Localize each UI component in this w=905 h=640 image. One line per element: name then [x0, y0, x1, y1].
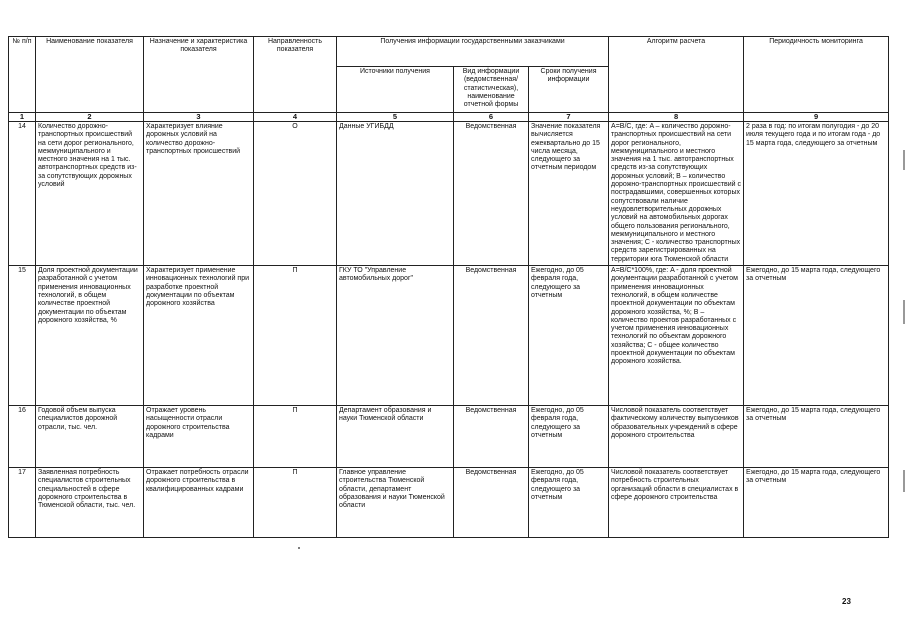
row-name: Количество дорожно-транспортных происшествий на сети дорог регионального, межмуниципального и местного значения на 1 тыс. автотранспортных средств из-за сопутствующих дорожных условий	[36, 122, 144, 266]
column-number: 1	[9, 113, 36, 122]
column-number: 9	[744, 113, 889, 122]
row-info-type: Ведомственная	[454, 468, 529, 538]
header-periodicity: Периодичность мониторинга	[744, 37, 889, 113]
header-info-type: Вид информации (ведомственная/ статистическая), наименование отчетной формы	[454, 67, 529, 113]
row-algorithm: A=B/C*100%, где: A - доля проектной документации разработанной с учетом применения инновационных технологий, в общем количестве проектной документации по объектам дорожного хозяйства, %; B – количество проектов разработанных с учетом применения инновационных технологий по объектам дорожного хозяйства; C - общее количество проектной документации по объектам дорожного хозяйства.	[609, 266, 744, 406]
header-direction: Направленность показателя	[254, 37, 337, 113]
row-purpose: Отражает уровень насыщенности отрасли дорожного строительства кадрами	[144, 406, 254, 468]
table-row	[9, 122, 889, 266]
table-row	[9, 406, 889, 468]
row-algorithm: Числовой показатель соответствует фактическому количеству выпускников образовательных учреждений в сфере дорожного строительства	[609, 406, 744, 468]
row-periodicity: Ежегодно, до 15 марта года, следующего за отчетным	[744, 266, 889, 406]
row-algorithm: A=B/C, где: A – количество дорожно-транспортных происшествий на сети дорог регионального, межмуниципального и местного значения на 1 тыс. автотранспортных средств из-за сопутствующих дорожных условий; B – количество дорожно-транспортных происшествий с пострадавшими, совершенных которых сопутствовали наличие неудовлетворительных дорожных условий на автомобильных дорогах общего пользования регионального, межмуниципального и местного значения; C - количество транспортных средств зарегистрированных на территории юга Тюменской области	[609, 122, 744, 266]
row-direction: П	[254, 406, 337, 468]
column-number: 4	[254, 113, 337, 122]
column-number: 6	[454, 113, 529, 122]
column-number: 2	[36, 113, 144, 122]
row-timing: Ежегодно, до 05 февраля года, следующего за отчетным	[529, 468, 609, 538]
row-purpose: Характеризует влияние дорожных условий на количество дорожно-транспортных происшествий	[144, 122, 254, 266]
row-timing: Значение показателя вычисляется ежеквартально до 15 числа месяца, следующего за отчетным периодом	[529, 122, 609, 266]
header-name: Наименование показателя	[36, 37, 144, 113]
row-direction: П	[254, 468, 337, 538]
row-periodicity: Ежегодно, до 15 марта года, следующего за отчетным	[744, 468, 889, 538]
row-direction: П	[254, 266, 337, 406]
table-row	[9, 266, 889, 406]
column-numbers-row	[9, 113, 889, 122]
row-purpose: Характеризует применение инновационных технологий при разработке проектной документации по объектам дорожного хозяйства	[144, 266, 254, 406]
row-name: Доля проектной документации разработанной с учетом применения инновационных технологий, в общем количестве проектной документации по объектам дорожного хозяйства, %	[36, 266, 144, 406]
row-source: Данные УГИБДД	[337, 122, 454, 266]
scan-speck	[298, 547, 300, 549]
row-timing: Ежегодно, до 05 февраля года, следующего за отчетным	[529, 406, 609, 468]
row-name: Заявленная потребность специалистов строительных специальностей в сфере дорожного строительства в Тюменской области, тыс. чел.	[36, 468, 144, 538]
row-purpose: Отражает потребность отрасли дорожного строительства в квалифицированных кадрами	[144, 468, 254, 538]
column-number: 7	[529, 113, 609, 122]
row-num: 14	[9, 122, 36, 266]
row-num: 15	[9, 266, 36, 406]
row-direction: О	[254, 122, 337, 266]
header-purpose: Назначение и характеристика показателя	[144, 37, 254, 113]
column-number: 5	[337, 113, 454, 122]
row-num: 17	[9, 468, 36, 538]
indicators-table	[8, 36, 889, 538]
row-info-type: Ведомственная	[454, 122, 529, 266]
column-number: 8	[609, 113, 744, 122]
header-algorithm: Алгоритм расчета	[609, 37, 744, 113]
row-source: Главное управление строительства Тюменской области, департамент образования и науки Тюменской области	[337, 468, 454, 538]
row-source: ГКУ ТО "Управление автомобильных дорог"	[337, 266, 454, 406]
header-row-1	[9, 37, 889, 67]
row-name: Годовой объем выпуска специалистов дорожной отрасли, тыс. чел.	[36, 406, 144, 468]
header-timing: Сроки получения информации	[529, 67, 609, 113]
header-source: Источники получения	[337, 67, 454, 113]
row-num: 16	[9, 406, 36, 468]
row-periodicity: 2 раза в год: по итогам полугодия - до 20 июля текущего года и по итогам года - до 15 марта года, следующего за отчетным	[744, 122, 889, 266]
header-group: Получения информации государственными заказчиками	[337, 37, 609, 67]
column-number: 3	[144, 113, 254, 122]
page-number: 23	[842, 597, 851, 606]
row-info-type: Ведомственная	[454, 406, 529, 468]
table-row	[9, 468, 889, 538]
header-num: № п/п	[9, 37, 36, 113]
row-periodicity: Ежегодно, до 15 марта года, следующего за отчетным	[744, 406, 889, 468]
row-algorithm: Числовой показатель соответствует потребность строительных организаций области в специалистах в сфере дорожного строительства	[609, 468, 744, 538]
row-info-type: Ведомственная	[454, 266, 529, 406]
row-source: Департамент образования и науки Тюменской области	[337, 406, 454, 468]
row-timing: Ежегодно, до 05 февраля года, следующего за отчетным	[529, 266, 609, 406]
